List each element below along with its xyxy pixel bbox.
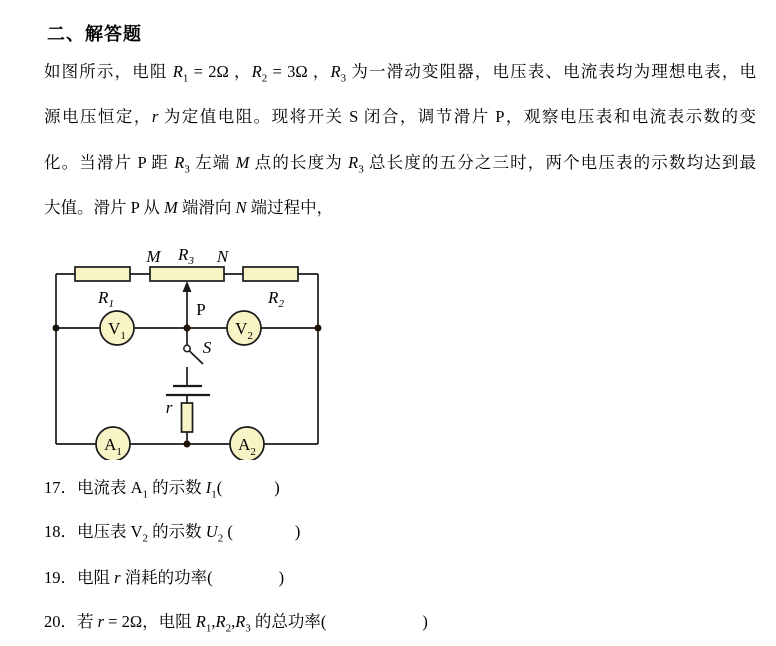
math-var: M <box>235 153 250 172</box>
resistor-r1 <box>75 267 130 281</box>
math-var: I <box>205 478 212 497</box>
voltmeter-v2-sub: 2 <box>247 330 253 342</box>
subscript: 1 <box>142 488 149 501</box>
resistor-r <box>182 403 193 432</box>
label-p: P <box>196 300 206 319</box>
junction-dot-left <box>53 325 60 332</box>
label-r1-main: R <box>98 288 109 307</box>
junction-dot-center <box>184 325 191 332</box>
math-var: R <box>215 612 226 631</box>
math-var: M <box>163 198 178 217</box>
label-r3 <box>177 245 194 267</box>
circuit-diagram <box>36 240 336 460</box>
subscript: 2 <box>225 622 232 635</box>
ammeter-a1-sub: 1 <box>116 446 122 458</box>
question-text: 若 r = 2Ω，电阻 $R_1,R_2,R_3$ 的总功率( ) <box>77 612 428 635</box>
math-var: r <box>97 612 105 631</box>
paragraph-line-4: 大值。滑片 P 从 M 端滑向 N 端过程中， <box>44 198 334 217</box>
label-r1 <box>97 288 114 310</box>
question-20 <box>44 608 428 635</box>
label-m: M <box>146 247 161 266</box>
label-r: r <box>165 398 173 417</box>
subscript: 2 <box>142 532 149 545</box>
subscript: 3 <box>245 622 251 635</box>
switch-pivot <box>184 345 190 351</box>
junction-dot-bottom <box>184 441 191 448</box>
math-var: R <box>251 62 262 81</box>
subscript: 2 <box>217 532 224 545</box>
junction-dot-right <box>315 325 322 332</box>
ammeter-a1-letter: A <box>104 435 117 454</box>
paragraph-line-1: 如图所示，电阻 $R_1 = 2\Omega$ ，$R_2 = 3\Omega$ ，$R_3$ 为一滑动变阻器，电压表、电流表均为理想电表，电 <box>44 62 756 85</box>
label-r2 <box>267 288 284 310</box>
question-text: 电阻 r 消耗的功率( ) <box>77 568 285 587</box>
question-text: 电压表 $V_2$ 的示数 $U_2$ ( ) <box>77 522 301 545</box>
math-var: R <box>172 62 183 81</box>
voltmeter-v2-letter: V <box>235 319 248 338</box>
question-number: 19． <box>44 568 77 587</box>
math-var: R <box>348 153 359 172</box>
question-18 <box>44 518 301 545</box>
question-number: 17． <box>44 478 77 497</box>
label-r3-sub: 3 <box>188 255 194 267</box>
label-r2-sub: 2 <box>278 298 284 310</box>
question-text: 电流表 $A_1$ 的示数 $I_1$( ) <box>77 478 280 501</box>
subscript: 1 <box>211 488 217 501</box>
paragraph-line-2: 源电压恒定，r 为定值电阻。现将开关 S 闭合，调节滑片 P，观察电压表和电流表示数的变 <box>44 107 756 126</box>
subscript: 1 <box>205 622 212 635</box>
math-var: R <box>195 612 206 631</box>
label-r3-main: R <box>178 245 189 264</box>
math-var: U <box>205 522 218 541</box>
label-s: S <box>202 338 212 357</box>
question-19 <box>44 564 284 588</box>
math-var: r <box>114 568 121 587</box>
slider-arrow-icon <box>183 281 192 292</box>
subscript: 3 <box>358 163 364 176</box>
section-heading: 二、解答题 <box>47 24 142 44</box>
math-var: R <box>235 612 246 631</box>
voltmeter-v1-sub: 1 <box>120 330 126 342</box>
rheostat-r3 <box>150 267 224 281</box>
label-r2-main: R <box>268 288 279 307</box>
subscript: 3 <box>340 72 347 85</box>
question-number: 18． <box>44 522 77 541</box>
math-var: r <box>151 107 159 126</box>
subscript: 3 <box>184 163 190 176</box>
question-number: 20． <box>44 612 77 631</box>
label-r1-sub: 1 <box>108 298 114 310</box>
voltmeter-v1-letter: V <box>108 319 121 338</box>
resistor-r2 <box>243 267 298 281</box>
ammeter-a2-letter: A <box>238 435 251 454</box>
math-var: N <box>235 198 247 217</box>
subscript: 1 <box>182 72 189 85</box>
switch-blade <box>190 351 204 364</box>
ammeter-a2-sub: 2 <box>250 446 256 458</box>
label-n: N <box>216 247 229 266</box>
question-17 <box>44 474 280 501</box>
math-var: R <box>330 62 341 81</box>
paragraph-line-3: 化。当滑片 P 距 $R_3$ 左端 M 点的长度为 $R_3$ 总长度的五分之三时，两个电压表的示数均达到最 <box>44 153 757 176</box>
subscript: 2 <box>261 72 268 85</box>
math-var: R <box>174 153 185 172</box>
